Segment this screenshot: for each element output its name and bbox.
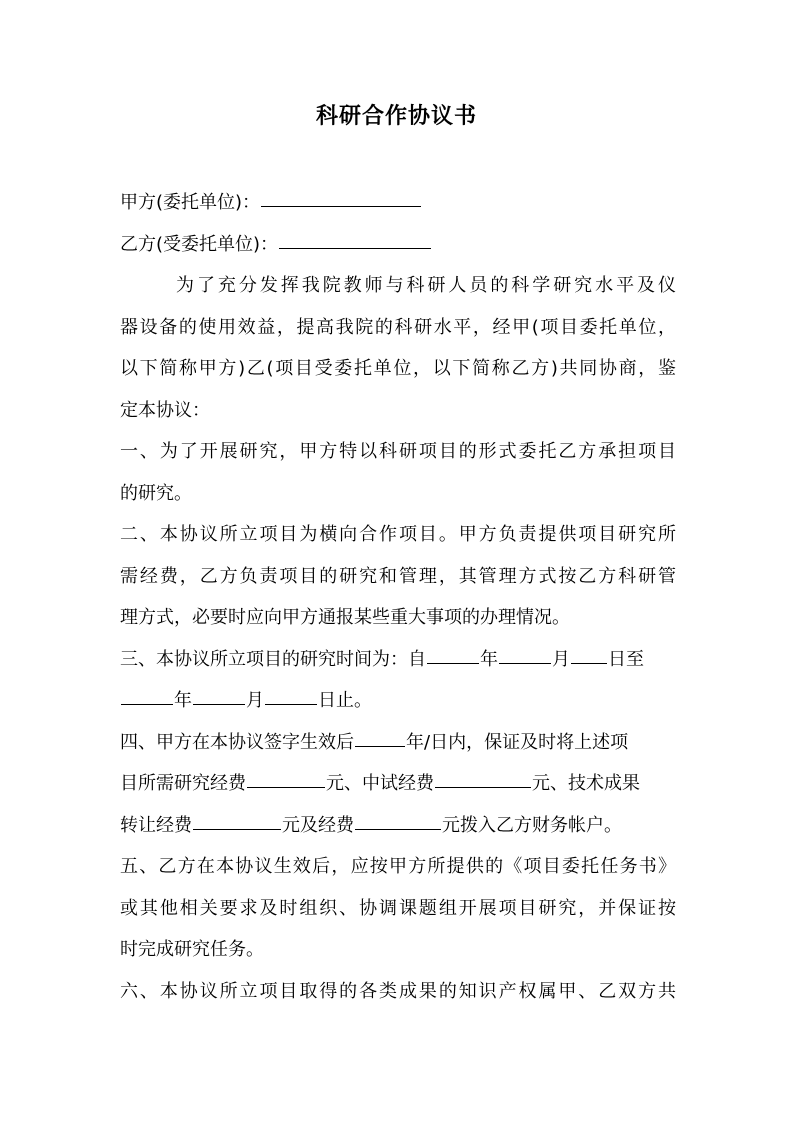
- intro-line: 定本协议：: [120, 399, 210, 421]
- clause-3-line: [120, 639, 676, 681]
- clause-5-line: 五、乙方在本协议生效后，应按甲方所提供的《项目委托任务书》: [120, 856, 676, 877]
- party-b-label: 乙方(受委托单位)：: [120, 233, 279, 255]
- tech-result-label: 元、技术成果: [532, 773, 640, 794]
- party-b-blank: [279, 247, 431, 249]
- clause-2-line: 理方式，必要时应向甲方通报某些重大事项的办理情况。: [120, 607, 570, 628]
- end-day-label: 日止。: [318, 690, 372, 711]
- clause-5-line: 时完成研究任务。: [120, 939, 264, 960]
- end-day-blank: [265, 703, 317, 705]
- start-year-label: 年: [480, 648, 498, 670]
- research-funding-blank: [247, 786, 325, 788]
- start-year-blank: [427, 662, 479, 664]
- start-day-blank: [571, 662, 607, 664]
- party-a-label: 甲方(委托单位)：: [120, 192, 261, 213]
- clause-3-prefix: 三、本协议所立项目的研究时间为：自: [120, 648, 426, 670]
- party-b-line: [120, 224, 676, 266]
- end-year-blank: [121, 703, 173, 705]
- end-month-label: 月: [246, 690, 264, 711]
- intro-line: 器设备的使用效益，提高我院的科研水平，经甲(项目委托单位，: [120, 316, 676, 338]
- clause-4-prefix: 四、甲方在本协议签字生效后: [120, 731, 354, 753]
- start-day-label: 日至: [608, 648, 644, 670]
- transfer-funding-blank: [193, 828, 281, 830]
- clause-4-line: [120, 763, 676, 805]
- research-funding-label: 目所需研究经费: [120, 773, 246, 794]
- start-month-blank: [499, 662, 551, 664]
- document-title: 科研合作协议书: [315, 104, 477, 129]
- account-transfer-label: 元拨入乙方财务帐户。: [442, 814, 622, 836]
- party-a-blank: [261, 205, 421, 207]
- clause-5-line: 或其他相关要求及时组织、协调课题组开展项目研究，并保证按: [120, 897, 676, 919]
- document-body: [120, 182, 676, 1012]
- clause-2-line: 二、本协议所立项目为横向合作项目。甲方负责提供项目研究所: [120, 524, 676, 545]
- clause-4-line: [120, 805, 676, 847]
- pilot-funding-label: 元、中试经费: [326, 773, 434, 794]
- funding-period-blank: [355, 745, 405, 747]
- pilot-funding-blank: [435, 786, 531, 788]
- clause-2-line: 需经费，乙方负责项目的研究和管理，其管理方式按乙方科研管: [120, 565, 676, 587]
- clause-4-unit: 年/日内，保证及时将上述项: [406, 731, 629, 753]
- end-year-label: 年: [174, 690, 192, 711]
- other-funding-blank: [355, 828, 441, 830]
- intro-line: 以下简称甲方)乙(项目受委托单位，以下简称乙方)共同协商，鉴: [120, 358, 676, 379]
- clause-3-line: [120, 680, 676, 722]
- intro-line: 为了充分发挥我院教师与科研人员的科学研究水平及仪: [176, 275, 676, 296]
- transfer-funding-label: 转让经费: [120, 814, 192, 836]
- other-funding-label: 元及经费: [282, 814, 354, 836]
- clause-4-line: [120, 722, 676, 764]
- start-month-label: 月: [552, 648, 570, 670]
- clause-1-line: 的研究。: [120, 482, 192, 504]
- clause-6-line: 六、本协议所立项目取得的各类成果的知识产权属甲、乙双方共: [120, 980, 676, 1002]
- party-a-line: [120, 182, 676, 224]
- end-month-blank: [193, 703, 245, 705]
- clause-1-line: 一、为了开展研究，甲方特以科研项目的形式委托乙方承担项目: [120, 441, 676, 462]
